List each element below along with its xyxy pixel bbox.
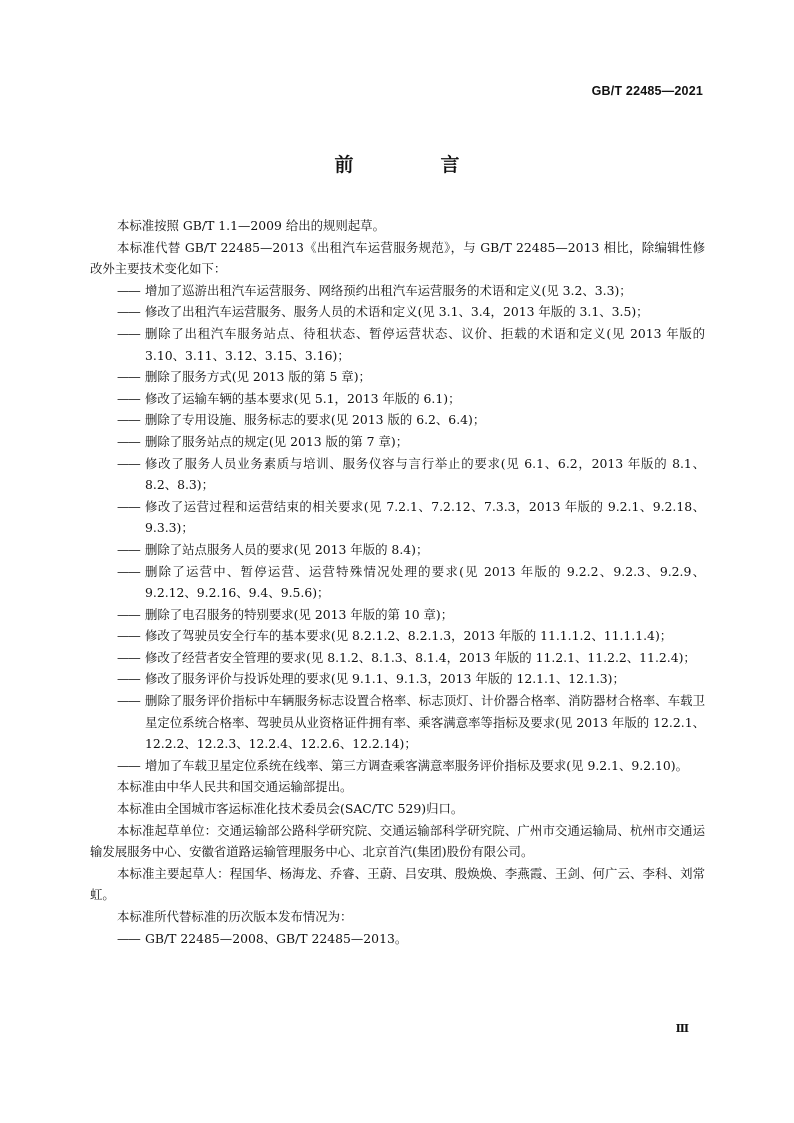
list-item	[90, 561, 705, 604]
list-item-text: 删除了运营中、暂停运营、运营特殊情况处理的要求(见 2013 年版的 9.2.2、9.2.3、9.2.9、9.2.12、9.2.16、9.4、9.5.6)；	[145, 563, 705, 601]
list-item	[90, 668, 705, 690]
list-item-text: 增加了巡游出租汽车运营服务、网络预约出租汽车运营服务的术语和定义(见 3.2、3.3)；	[145, 282, 632, 298]
list-item	[90, 928, 705, 950]
dash-marker: ——	[117, 455, 140, 471]
list-item	[90, 625, 705, 647]
dash-marker: ——	[117, 563, 140, 579]
list-item	[90, 690, 705, 755]
dash-marker: ——	[117, 304, 140, 320]
list-item-text: 修改了驾驶员安全行车的基本要求(见 8.2.1.2、8.2.1.3，2013 年版的 11.1.1.2、11.1.1.4)；	[145, 628, 673, 644]
page-number: Ⅲ	[675, 1022, 689, 1035]
list-item	[90, 431, 705, 453]
paragraph: 本标准由中华人民共和国交通运输部提出。	[117, 779, 353, 795]
list-item	[90, 755, 705, 777]
list-item-text: 修改了服务评价与投诉处理的要求(见 9.1.1、9.1.3，2013 年版的 12.1.1、12.1.3)；	[145, 671, 625, 687]
paragraph: 本标准由全国城市客运标准化技术委员会(SAC/TC 529)归口。	[117, 801, 464, 817]
paragraph: 本标准按照 GB/T 1.1—2009 给出的规则起草。	[117, 218, 385, 233]
list-item-text: 修改了服务人员业务素质与培训、服务仪容与言行举止的要求(见 6.1、6.2，2013 年版的 8.1、8.2、8.3)；	[145, 455, 705, 493]
paragraph: 本标准主要起草人：程国华、杨海龙、乔睿、王蔚、吕安琪、殷焕焕、李燕霞、王剑、何广云、李科、刘常虹。	[90, 865, 705, 903]
list-item-text: 删除了服务方式(见 2013 版的第 5 章)；	[145, 369, 371, 385]
list-item	[90, 539, 705, 561]
list-item-text: 修改了运输车辆的基本要求(见 5.1，2013 年版的 6.1)；	[145, 390, 461, 406]
change-list	[90, 280, 705, 777]
list-item-text: 删除了出租汽车服务站点、待租状态、暂停运营状态、议价、拒载的术语和定义(见 2013 年版的 3.10、3.11、3.12、3.15、3.16)；	[145, 325, 705, 363]
list-item-text: 增加了车载卫星定位系统在线率、第三方调查乘客满意率服务评价指标及要求(见 9.2.1、9.2.10)。	[145, 757, 688, 773]
list-item-text: 删除了专用设施、服务标志的要求(见 2013 版的 6.2、6.4)；	[145, 412, 486, 428]
list-item-text: 删除了服务站点的规定(见 2013 版的第 7 章)；	[145, 433, 409, 449]
dash-marker: ——	[117, 369, 140, 385]
dash-marker: ——	[117, 606, 140, 622]
dash-marker: ——	[117, 671, 140, 687]
standard-code: GB/T 22485—2021	[591, 84, 703, 98]
list-item	[90, 280, 705, 302]
list-item	[90, 409, 705, 431]
dash-marker: ——	[117, 390, 140, 406]
dash-marker: ——	[117, 930, 140, 946]
list-item	[90, 301, 705, 323]
list-item-text: 修改了经营者安全管理的要求(见 8.1.2、8.1.3、8.1.4，2013 年版的 11.2.1、11.2.2、11.2.4)；	[145, 649, 696, 665]
paragraph: 本标准代替 GB/T 22485—2013《出租汽车运营服务规范》，与 GB/T 22485—2013 相比，除编辑性修改外主要技术变化如下：	[90, 239, 705, 277]
dash-marker: ——	[117, 628, 140, 644]
page-title: 前 言	[334, 154, 494, 176]
paragraph: 本标准所代替标准的历次版本发布情况为：	[117, 909, 353, 924]
dash-marker: ——	[117, 649, 140, 665]
list-item-text: 删除了电召服务的特别要求(见 2013 年版的第 10 章)；	[145, 606, 454, 622]
paragraph: 本标准起草单位：交通运输部公路科学研究院、交通运输部科学研究院、广州市交通运输局、杭州市交通运输发展服务中心、安徽省道路运输管理服务中心、北京首汽(集团)股份有限公司。	[90, 822, 705, 860]
dash-marker: ——	[117, 412, 140, 428]
list-item	[90, 388, 705, 410]
list-item-text: 删除了服务评价指标中车辆服务标志设置合格率、标志顶灯、计价器合格率、消防器材合格率、车载卫星定位系统合格率、驾驶员从业资格证件拥有率、乘客满意率等指标及要求(见 2013 年版的 12.2.1、12.2.2、12.2.3、12.2.4、12.2.6、12.2.14)；	[145, 693, 705, 752]
dash-marker: ——	[117, 498, 140, 514]
list-item	[90, 496, 705, 539]
foreword-body	[90, 215, 705, 949]
dash-marker: ——	[117, 282, 140, 298]
dash-marker: ——	[117, 541, 140, 557]
list-item	[90, 366, 705, 388]
dash-marker: ——	[117, 693, 140, 709]
dash-marker: ——	[117, 433, 140, 449]
list-item-text: 删除了站点服务人员的要求(见 2013 年版的 8.4)；	[145, 541, 429, 557]
list-item	[90, 604, 705, 626]
list-item	[90, 453, 705, 496]
dash-marker: ——	[117, 325, 140, 341]
dash-marker: ——	[117, 757, 140, 773]
list-item	[90, 323, 705, 366]
list-item-text: 修改了运营过程和运营结束的相关要求(见 7.2.1、7.2.12、7.3.3，2013 年版的 9.2.1、9.2.18、9.3.3)；	[145, 498, 705, 536]
list-item-text: GB/T 22485—2008、GB/T 22485—2013。	[145, 930, 408, 946]
list-item-text: 修改了出租汽车运营服务、服务人员的术语和定义(见 3.1、3.4，2013 年版的 3.1、3.5)；	[145, 304, 649, 320]
list-item	[90, 647, 705, 669]
